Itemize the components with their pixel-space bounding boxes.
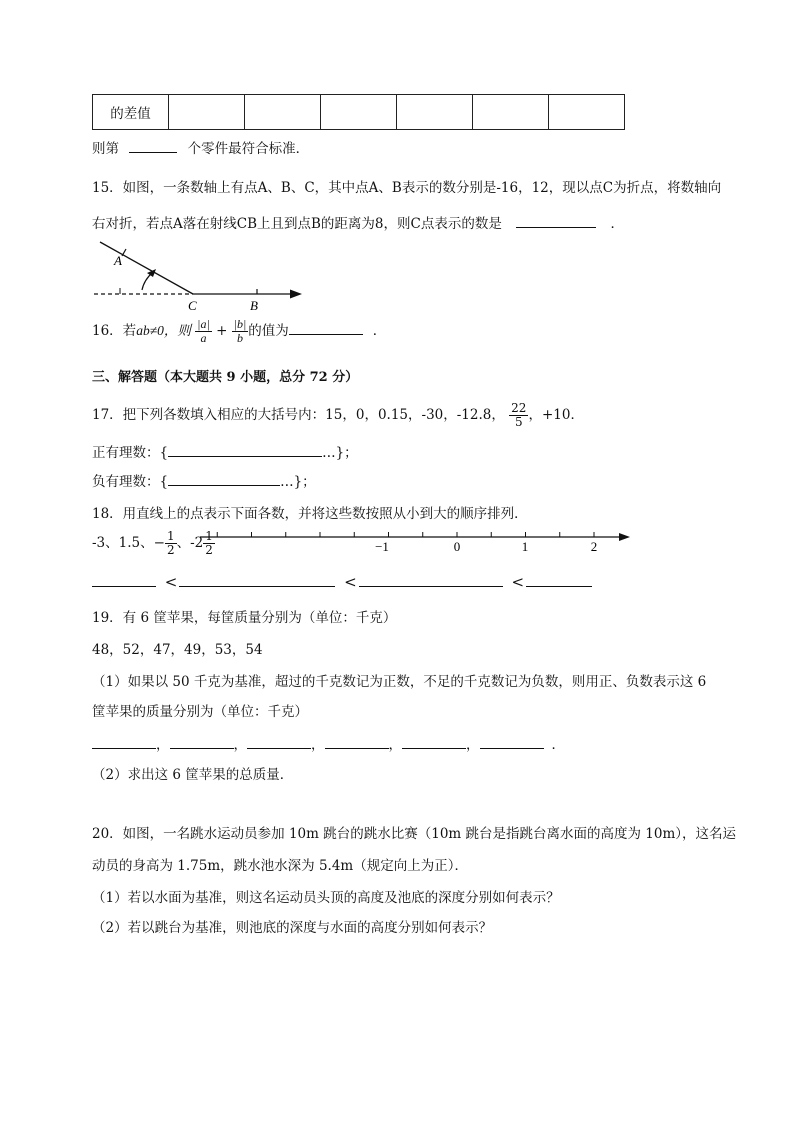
q18-nums-b: 、-2 [176,535,204,551]
q17-text: 17．把下列各数填入相应的大括号内：15，0，0.15，-30，-12.8， [92,407,505,423]
comma: ， [388,737,402,753]
q20-line2: 动员的身高为 1.75m，跳水池水深为 5.4m（规定向上为正）． [92,858,468,874]
label-c: C [188,298,197,313]
tick-label: 1 [521,539,529,554]
frac-num: 22 [511,401,527,415]
positive-label: 正有理数：{ [92,445,169,461]
comma: ， [233,737,247,753]
frac-den: 2 [205,543,213,557]
q14-blank[interactable] [129,138,177,153]
mass-blank[interactable] [402,734,466,749]
order-blank[interactable] [526,572,592,587]
comma: ， [156,737,170,753]
difference-table [92,94,625,130]
q17-end: ，+10． [528,407,584,423]
q17-positive [92,441,358,461]
mass-blank[interactable] [480,734,544,749]
q15-blank[interactable] [516,213,596,228]
tick-label: 2 [590,539,598,554]
frac-num: |b| [233,317,247,331]
frac-num: 1 [205,529,213,543]
q17-frac [509,402,528,429]
q15-line2-text: 右对折，若点A落在射线CB上且到点B的距离为8，则C点表示的数是 [92,216,502,232]
frac-den: b [236,331,243,345]
q19-line1: 19．有 6 筐苹果，每筐质量分别为（单位：千克） [92,610,397,626]
q15-line1: 15．如图，一条数轴上有点A、B、C，其中点A、B表示的数分别是-16，12，现以点C为折点，将数轴向 [92,180,722,196]
q17-negative [92,470,316,490]
mass-blank[interactable] [325,734,389,749]
q16-prefix: 16．若 [92,323,137,339]
lt-sign: < [164,573,178,591]
q15-figure [90,238,310,314]
frac-den: 2 [166,543,175,557]
order-blank[interactable] [92,572,156,587]
q16-suffix: 的值为 [248,323,289,339]
q16-frac-a [195,318,212,345]
frac-num: 1 [166,529,175,543]
q14-after: 个零件最符合标准． [187,141,310,157]
q16-frac-b [232,318,249,345]
q20-line1: 20．如图，一名跳水运动员参加 10m 跳台的跳水比赛（10m 跳台是指跳台离水面的高度为 10m），这名运 [92,826,737,842]
q20-part2: （2）若以跳台为基准，则池底的深度与水面的高度分别如何表示？ [92,920,493,936]
table-cell [321,95,397,130]
q16-line [92,318,386,345]
q16-blank[interactable] [289,320,363,335]
lt-sign: < [511,573,525,591]
q15-end: ． [610,216,624,232]
mass-blank[interactable] [247,734,311,749]
q19-part1b: 筐苹果的质量分别为（单位：千克） [92,704,308,720]
q18-number-line [196,526,636,562]
q18-frac [165,530,177,557]
folded-ray [100,242,193,294]
q16-plus: + [216,323,228,339]
q20-part1: （1）若以水面为基准，则这名运动员头顶的高度及池底的深度分别如何表示？ [92,890,560,906]
order-blank[interactable] [179,572,335,587]
table-cell [245,95,321,130]
comma: ， [311,737,325,753]
q19-part1a: （1）如果以 50 千克为基准，超过的千克数记为正数，不足的千克数记为负数，则用正、负数表示这 6 [92,674,707,690]
positive-end: …}； [322,445,358,461]
frac-num: |a| [197,317,210,331]
tick-label: 0 [453,539,461,554]
table-cell [397,95,473,130]
end-mark: ． [551,737,565,753]
lt-sign: < [344,573,357,591]
table-row [93,95,625,130]
mass-blank[interactable] [92,734,156,749]
axis-arrow-icon [619,533,630,541]
q19-blanks [92,733,565,753]
q15-line2 [92,212,624,232]
table-cell [473,95,549,130]
negative-end: …}； [280,474,316,490]
q16-end: ． [372,323,387,339]
row-label: 的差值 [93,95,169,130]
tick-label: −1 [375,539,389,554]
q19-line2: 48，52，47，49，53，54 [92,642,263,658]
negative-blank[interactable] [168,471,280,486]
q16-cond: ab≠0，则 [136,323,191,338]
q14-tail [92,137,309,157]
axis-arrow-icon [290,290,302,299]
section-title: 三、解答题（本大题共 9 小题，总分 72 分） [92,370,359,385]
q19-part2: （2）求出这 6 筐苹果的总质量． [92,767,294,783]
negative-label: 负有理数：{ [92,474,169,490]
order-blank[interactable] [359,572,503,587]
comma: ， [466,737,480,753]
q18-order-line [92,572,592,591]
label-b: B [250,298,258,313]
positive-blank[interactable] [168,442,322,457]
frac-den: 5 [514,415,523,429]
label-a: A [114,253,122,268]
table-cell [169,95,245,130]
q14-before: 则第 [92,141,119,157]
mass-blank[interactable] [170,734,234,749]
q18-text: 18．用直线上的点表示下面各数，并将这些数按照从小到大的顺序排列． [92,506,528,522]
tick-group [217,532,594,537]
table-cell [549,95,625,130]
frac-den: a [200,331,207,345]
q17-line [92,402,584,429]
q18-nums-a: -3、1.5、− [92,535,165,551]
